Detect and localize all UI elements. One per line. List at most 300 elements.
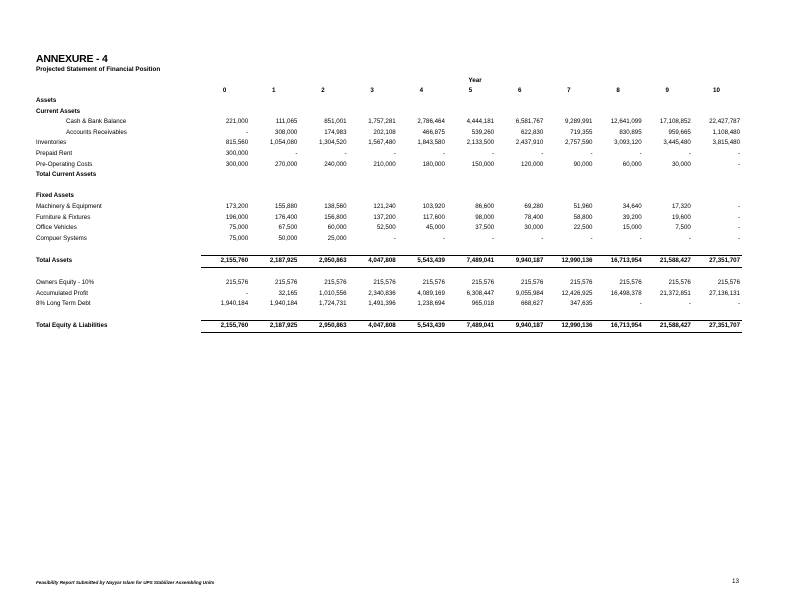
- row-label: [36, 267, 201, 278]
- value-cell-year-5: 965,018: [471, 300, 495, 308]
- year-header: Year: [468, 77, 482, 84]
- value-cell-year-10: [693, 107, 742, 118]
- value-cell-year-8: 215,576: [619, 279, 642, 287]
- value-cell-year-0: 173,200: [225, 202, 249, 210]
- value-cell-year-8: 3,093,120: [614, 139, 642, 147]
- value-cell-year-3: 1,491,396: [368, 300, 396, 308]
- row-furniture-fixtures: [36, 213, 742, 224]
- row-office-vehicles: [36, 223, 742, 234]
- value-cell-year-1: 155,880: [275, 202, 298, 210]
- value-cell-year-1: 270,000: [275, 160, 298, 168]
- value-cell-year-1: 1,940,184: [269, 300, 298, 308]
- year-2: 2: [321, 87, 325, 94]
- value-cell-year-10: -: [738, 213, 741, 221]
- value-cell-year-1: -: [295, 149, 298, 157]
- value-cell-year-2: 1,724,731: [319, 300, 347, 308]
- value-cell-year-10: -: [738, 224, 741, 232]
- value-cell-year-3: 1,567,480: [368, 139, 396, 147]
- value-cell-year-4: 1,238,694: [417, 300, 445, 308]
- value-cell-year-3: -: [393, 234, 396, 242]
- row-accounts-receivables: [36, 128, 742, 139]
- value-cell-year-9: [644, 310, 693, 321]
- value-cell-year-9: -: [688, 234, 691, 242]
- value-cell-year-8: [595, 244, 644, 255]
- value-cell-year-3: [349, 96, 398, 107]
- value-cell-year-0: 75,000: [229, 234, 249, 242]
- page-subtitle: Projected Statement of Financial Position: [36, 66, 161, 73]
- spacer-row: [36, 310, 742, 321]
- value-cell-year-0: 300,000: [225, 160, 249, 168]
- value-cell-year-5: 86,600: [475, 202, 495, 210]
- value-cell-year-3: 2,340,836: [368, 289, 396, 297]
- value-cell-year-3: [349, 107, 398, 118]
- value-cell-year-9: [644, 181, 693, 192]
- page-number: 13: [732, 578, 740, 585]
- value-cell-year-1: [250, 267, 299, 278]
- value-cell-year-6: 9,940,187: [496, 321, 545, 333]
- value-cell-year-7: [545, 191, 594, 202]
- value-cell-year-9: 30,000: [671, 160, 691, 168]
- value-cell-year-0: 215,576: [225, 279, 249, 287]
- value-cell-year-10: -: [738, 160, 741, 168]
- value-cell-year-9: 21,588,427: [644, 321, 693, 333]
- value-cell-year-3: [349, 267, 398, 278]
- row-label: Total Equity & Liabilities: [36, 322, 108, 330]
- value-cell-year-7: [545, 267, 594, 278]
- value-cell-year-10: [693, 170, 742, 181]
- value-cell-year-9: 7,500: [675, 224, 691, 232]
- value-cell-year-7: 22,500: [573, 224, 593, 232]
- value-cell-year-4: [398, 191, 447, 202]
- value-cell-year-8: 830,895: [619, 128, 642, 136]
- value-cell-year-2: [299, 244, 348, 255]
- value-cell-year-7: 215,576: [570, 279, 593, 287]
- value-cell-year-6: 9,940,187: [496, 255, 545, 267]
- value-cell-year-4: 215,576: [422, 279, 445, 287]
- value-cell-year-6: 622,830: [520, 128, 544, 136]
- value-cell-year-7: 12,990,136: [545, 255, 594, 267]
- value-cell-year-6: 78,400: [524, 213, 544, 221]
- row-total-current-assets: [36, 170, 742, 181]
- value-cell-year-4: -: [442, 234, 445, 242]
- value-cell-year-10: 22,427,787: [709, 118, 741, 126]
- value-cell-year-10: -: [738, 300, 741, 308]
- value-cell-year-9: 21,372,851: [659, 289, 691, 297]
- value-cell-year-6: -: [541, 234, 544, 242]
- value-cell-year-4: [398, 310, 447, 321]
- value-cell-year-3: 137,200: [373, 213, 396, 221]
- value-cell-year-0: 1,940,184: [220, 300, 249, 308]
- value-cell-year-2: 2,950,863: [299, 255, 348, 267]
- value-cell-year-9: 3,445,480: [663, 139, 691, 147]
- value-cell-year-4: 117,600: [423, 213, 445, 221]
- value-cell-year-7: [545, 310, 594, 321]
- value-cell-year-1: 32,165: [278, 289, 298, 297]
- value-cell-year-1: [250, 107, 299, 118]
- value-cell-year-8: [595, 267, 644, 278]
- footer-note: Feasibility Report Submitted by Nayyar Islam for UPS Stabilizer Assembling Units: [36, 580, 215, 585]
- value-cell-year-7: 2,757,590: [564, 139, 593, 147]
- year-4: 4: [419, 87, 424, 94]
- value-cell-year-6: 215,576: [520, 279, 544, 287]
- value-cell-year-5: [447, 310, 496, 321]
- value-cell-year-9: 959,665: [668, 128, 691, 136]
- row-cash-bank-balance: [36, 117, 742, 128]
- value-cell-year-7: 9,289,991: [564, 118, 593, 126]
- value-cell-year-4: 5,543,439: [398, 255, 447, 267]
- value-cell-year-1: [250, 181, 299, 192]
- value-cell-year-5: 539,260: [471, 128, 495, 136]
- value-cell-year-1: 50,000: [278, 234, 298, 242]
- value-cell-year-3: [349, 181, 398, 192]
- value-cell-year-2: [299, 96, 348, 107]
- row-prepaid-rent: [36, 149, 742, 160]
- value-cell-year-7: -: [590, 149, 593, 157]
- row-label: Office Vehicles: [36, 224, 77, 232]
- value-cell-year-7: [545, 181, 594, 192]
- value-cell-year-3: [349, 170, 398, 181]
- value-cell-year-8: 16,498,378: [610, 289, 642, 297]
- value-cell-year-2: 1,010,556: [319, 289, 347, 297]
- value-cell-year-5: [447, 181, 496, 192]
- value-cell-year-4: [398, 170, 447, 181]
- value-cell-year-8: [595, 170, 644, 181]
- value-cell-year-9: [644, 191, 693, 202]
- value-cell-year-7: [545, 107, 594, 118]
- value-cell-year-6: [496, 170, 545, 181]
- value-cell-year-2: [299, 107, 348, 118]
- value-cell-year-5: [447, 244, 496, 255]
- value-cell-year-2: 138,560: [324, 202, 347, 210]
- value-cell-year-4: [398, 181, 447, 192]
- value-cell-year-9: [644, 267, 693, 278]
- value-cell-year-8: -: [639, 300, 642, 308]
- value-cell-year-3: 202,108: [373, 128, 396, 136]
- value-cell-year-4: [398, 267, 447, 278]
- value-cell-year-0: [201, 107, 250, 118]
- value-cell-year-4: 4,089,169: [417, 289, 445, 297]
- value-cell-year-0: 2,155,760: [201, 321, 250, 333]
- value-cell-year-4: 103,920: [422, 202, 445, 210]
- value-cell-year-4: 180,000: [422, 160, 445, 168]
- value-cell-year-2: 25,000: [327, 234, 347, 242]
- value-cell-year-3: [349, 191, 398, 202]
- value-cell-year-0: [201, 181, 250, 192]
- year-9: 9: [665, 87, 669, 94]
- value-cell-year-5: 98,000: [475, 213, 495, 221]
- value-cell-year-8: -: [639, 234, 642, 242]
- value-cell-year-6: [496, 107, 545, 118]
- row-label: Current Assets: [36, 107, 81, 115]
- value-cell-year-0: [201, 170, 250, 181]
- value-cell-year-6: 120,000: [520, 160, 544, 168]
- value-cell-year-0: 221,000: [225, 118, 249, 126]
- value-cell-year-2: 60,000: [327, 224, 347, 232]
- row-computer-systems: [36, 234, 742, 245]
- year-0: 0: [222, 87, 227, 94]
- value-cell-year-10: [693, 310, 742, 321]
- row-label: Total Assets: [36, 256, 73, 264]
- value-cell-year-5: 2,133,500: [466, 139, 495, 147]
- value-cell-year-7: 12,990,136: [545, 321, 594, 333]
- value-cell-year-5: [447, 96, 496, 107]
- row-machinery-equipment: [36, 202, 742, 213]
- value-cell-year-6: 668,627: [520, 300, 544, 308]
- value-cell-year-4: 1,843,580: [417, 139, 445, 147]
- section-current-assets: [36, 107, 742, 118]
- value-cell-year-5: -: [492, 149, 495, 157]
- value-cell-year-5: [447, 191, 496, 202]
- value-cell-year-9: [644, 170, 693, 181]
- value-cell-year-7: -: [590, 234, 593, 242]
- row-inventories: [36, 138, 742, 149]
- value-cell-year-6: [496, 310, 545, 321]
- value-cell-year-2: 215,576: [324, 279, 347, 287]
- value-cell-year-7: 347,635: [570, 300, 593, 308]
- year-5: 5: [468, 87, 473, 94]
- value-cell-year-6: 9,055,984: [515, 289, 544, 297]
- year-7: 7: [567, 87, 571, 94]
- value-cell-year-10: 215,576: [717, 279, 741, 287]
- value-cell-year-3: 4,047,808: [349, 321, 398, 333]
- row-label: Machinery & Equipment: [36, 202, 102, 210]
- value-cell-year-10: [693, 191, 742, 202]
- value-cell-year-2: [299, 310, 348, 321]
- value-cell-year-8: [595, 310, 644, 321]
- row-long-term-debt: [36, 299, 742, 310]
- value-cell-year-0: -: [246, 289, 249, 297]
- value-cell-year-4: [398, 107, 447, 118]
- value-cell-year-5: 215,576: [471, 279, 495, 287]
- value-cell-year-1: 67,500: [278, 224, 298, 232]
- value-cell-year-10: 27,351,707: [693, 255, 742, 267]
- value-cell-year-9: [644, 96, 693, 107]
- row-owners-equity: [36, 278, 742, 289]
- value-cell-year-1: 176,400: [275, 213, 298, 221]
- value-cell-year-6: [496, 96, 545, 107]
- row-label: Accumulated Profit: [36, 289, 88, 297]
- value-cell-year-10: 3,815,480: [712, 139, 741, 147]
- spacer-row: [36, 244, 742, 255]
- financial-position-table: [36, 86, 742, 333]
- value-cell-year-3: [349, 310, 398, 321]
- value-cell-year-5: [447, 267, 496, 278]
- value-cell-year-7: 51,960: [573, 202, 593, 210]
- value-cell-year-0: [201, 191, 250, 202]
- value-cell-year-8: 39,200: [622, 213, 642, 221]
- value-cell-year-6: 6,581,767: [515, 118, 544, 126]
- value-cell-year-1: 308,000: [275, 128, 298, 136]
- value-cell-year-0: [201, 96, 250, 107]
- row-label: Owners Equity - 10%: [36, 279, 95, 287]
- value-cell-year-9: 21,588,427: [644, 255, 693, 267]
- value-cell-year-9: 17,108,852: [659, 118, 691, 126]
- value-cell-year-9: [644, 107, 693, 118]
- value-cell-year-7: [545, 170, 594, 181]
- value-cell-year-2: [299, 191, 348, 202]
- value-cell-year-3: 1,757,281: [368, 118, 396, 126]
- row-pre-operating-costs: [36, 160, 742, 171]
- value-cell-year-10: 27,351,707: [693, 321, 742, 333]
- value-cell-year-7: 90,000: [573, 160, 593, 168]
- value-cell-year-2: 174,983: [324, 128, 347, 136]
- value-cell-year-8: [595, 191, 644, 202]
- value-cell-year-5: [447, 107, 496, 118]
- value-cell-year-6: [496, 267, 545, 278]
- value-cell-year-8: 12,641,099: [610, 118, 642, 126]
- value-cell-year-0: 300,000: [225, 149, 249, 157]
- value-cell-year-8: 15,000: [622, 224, 642, 232]
- value-cell-year-9: 17,320: [671, 202, 691, 210]
- value-cell-year-7: [545, 244, 594, 255]
- value-cell-year-1: [250, 310, 299, 321]
- value-cell-year-9: 215,576: [668, 279, 691, 287]
- page-title: ANNEXURE - 4: [36, 53, 108, 65]
- value-cell-year-4: [398, 244, 447, 255]
- row-label: Furniture & Fixtures: [36, 213, 91, 221]
- spacer-row: [36, 267, 742, 278]
- value-cell-year-8: 34,640: [622, 202, 642, 210]
- year-10: 10: [713, 87, 720, 94]
- value-cell-year-7: 58,800: [573, 213, 593, 221]
- value-cell-year-7: 719,355: [570, 128, 593, 136]
- row-total-assets: [36, 255, 742, 267]
- value-cell-year-2: 2,950,863: [299, 321, 348, 333]
- value-cell-year-1: 215,576: [275, 279, 298, 287]
- value-cell-year-7: [545, 96, 594, 107]
- value-cell-year-0: [201, 244, 250, 255]
- row-total-equity-liabilities: [36, 321, 742, 333]
- year-3: 3: [370, 87, 374, 94]
- value-cell-year-2: [299, 267, 348, 278]
- value-cell-year-1: 1,054,080: [269, 139, 298, 147]
- value-cell-year-4: 2,786,464: [417, 118, 445, 126]
- value-cell-year-10: 27,136,131: [709, 289, 741, 297]
- value-cell-year-8: 60,000: [622, 160, 642, 168]
- value-cell-year-2: 1,304,520: [319, 139, 347, 147]
- row-label: Prepaid Rent: [36, 149, 73, 157]
- year-header-row: [36, 86, 742, 96]
- value-cell-year-4: 5,543,439: [398, 321, 447, 333]
- value-cell-year-4: [398, 96, 447, 107]
- value-cell-year-0: [201, 310, 250, 321]
- value-cell-year-10: -: [738, 202, 741, 210]
- value-cell-year-5: 37,500: [475, 224, 495, 232]
- value-cell-year-0: 2,155,760: [201, 255, 250, 267]
- value-cell-year-10: 1,108,480: [712, 128, 741, 136]
- value-cell-year-5: 7,489,041: [447, 321, 496, 333]
- value-cell-year-6: 69,280: [524, 202, 544, 210]
- value-cell-year-6: -: [541, 149, 544, 157]
- row-label: Inventories: [36, 139, 67, 147]
- value-cell-year-8: [595, 181, 644, 192]
- spacer-row: [36, 181, 742, 192]
- row-label: [36, 310, 201, 321]
- value-cell-year-10: [693, 244, 742, 255]
- value-cell-year-1: [250, 244, 299, 255]
- row-label: Pre-Operating Costs: [36, 160, 93, 168]
- value-cell-year-8: -: [639, 149, 642, 157]
- row-label: [36, 181, 201, 192]
- value-cell-year-2: [299, 170, 348, 181]
- value-cell-year-6: [496, 244, 545, 255]
- value-cell-year-4: 45,000: [426, 224, 445, 232]
- row-label: 8% Long Term Debt: [36, 300, 91, 308]
- value-cell-year-2: 240,000: [324, 160, 347, 168]
- value-cell-year-3: -: [393, 149, 396, 157]
- value-cell-year-3: 210,000: [373, 160, 396, 168]
- value-cell-year-8: 16,713,954: [595, 255, 644, 267]
- value-cell-year-1: [250, 170, 299, 181]
- value-cell-year-9: [644, 244, 693, 255]
- value-cell-year-2: -: [344, 149, 347, 157]
- value-cell-year-5: 6,308,447: [466, 289, 495, 297]
- year-8: 8: [616, 87, 620, 94]
- value-cell-year-5: 4,444,181: [466, 118, 495, 126]
- value-cell-year-3: 52,500: [376, 224, 396, 232]
- value-cell-year-1: [250, 191, 299, 202]
- value-cell-year-10: -: [738, 149, 741, 157]
- value-cell-year-4: 466,875: [422, 128, 445, 136]
- value-cell-year-8: 16,713,954: [595, 321, 644, 333]
- value-cell-year-5: [447, 170, 496, 181]
- value-cell-year-2: 156,800: [324, 213, 347, 221]
- value-cell-year-0: -: [246, 128, 249, 136]
- row-label: Compuer Systems: [36, 234, 87, 242]
- value-cell-year-10: [693, 267, 742, 278]
- value-cell-year-0: [201, 267, 250, 278]
- value-cell-year-10: -: [738, 234, 741, 242]
- value-cell-year-3: 4,047,808: [349, 255, 398, 267]
- value-cell-year-6: [496, 191, 545, 202]
- value-cell-year-5: -: [492, 234, 495, 242]
- value-cell-year-1: [250, 96, 299, 107]
- value-cell-year-5: 150,000: [471, 160, 495, 168]
- value-cell-year-3: 215,576: [373, 279, 396, 287]
- value-cell-year-6: [496, 181, 545, 192]
- value-cell-year-10: [693, 181, 742, 192]
- value-cell-year-8: [595, 96, 644, 107]
- row-label: Total Current Assets: [36, 171, 97, 179]
- value-cell-year-0: 75,000: [229, 224, 249, 232]
- value-cell-year-1: 2,187,925: [250, 255, 299, 267]
- value-cell-year-9: -: [688, 149, 691, 157]
- value-cell-year-8: [595, 107, 644, 118]
- value-cell-year-2: 851,001: [324, 118, 347, 126]
- value-cell-year-1: 111,065: [275, 118, 298, 126]
- value-cell-year-2: [299, 181, 348, 192]
- section-assets: [36, 96, 742, 107]
- value-cell-year-9: 19,600: [671, 213, 691, 221]
- value-cell-year-4: -: [442, 149, 445, 157]
- value-cell-year-5: 7,489,041: [447, 255, 496, 267]
- row-label: [36, 244, 201, 255]
- value-cell-year-1: 2,187,925: [250, 321, 299, 333]
- value-cell-year-6: 2,437,910: [515, 139, 544, 147]
- value-cell-year-6: 30,000: [524, 224, 544, 232]
- row-accumulated-profit: [36, 289, 742, 300]
- year-6: 6: [517, 87, 522, 94]
- value-cell-year-10: [693, 96, 742, 107]
- row-label: Cash & Bank Balance: [66, 118, 127, 126]
- row-label: Fixed Assets: [36, 192, 74, 200]
- value-cell-year-3: [349, 244, 398, 255]
- value-cell-year-0: 196,000: [225, 213, 249, 221]
- value-cell-year-3: 121,240: [373, 202, 396, 210]
- value-cell-year-0: 815,560: [225, 139, 249, 147]
- section-fixed-assets: [36, 191, 742, 202]
- value-cell-year-9: -: [688, 300, 691, 308]
